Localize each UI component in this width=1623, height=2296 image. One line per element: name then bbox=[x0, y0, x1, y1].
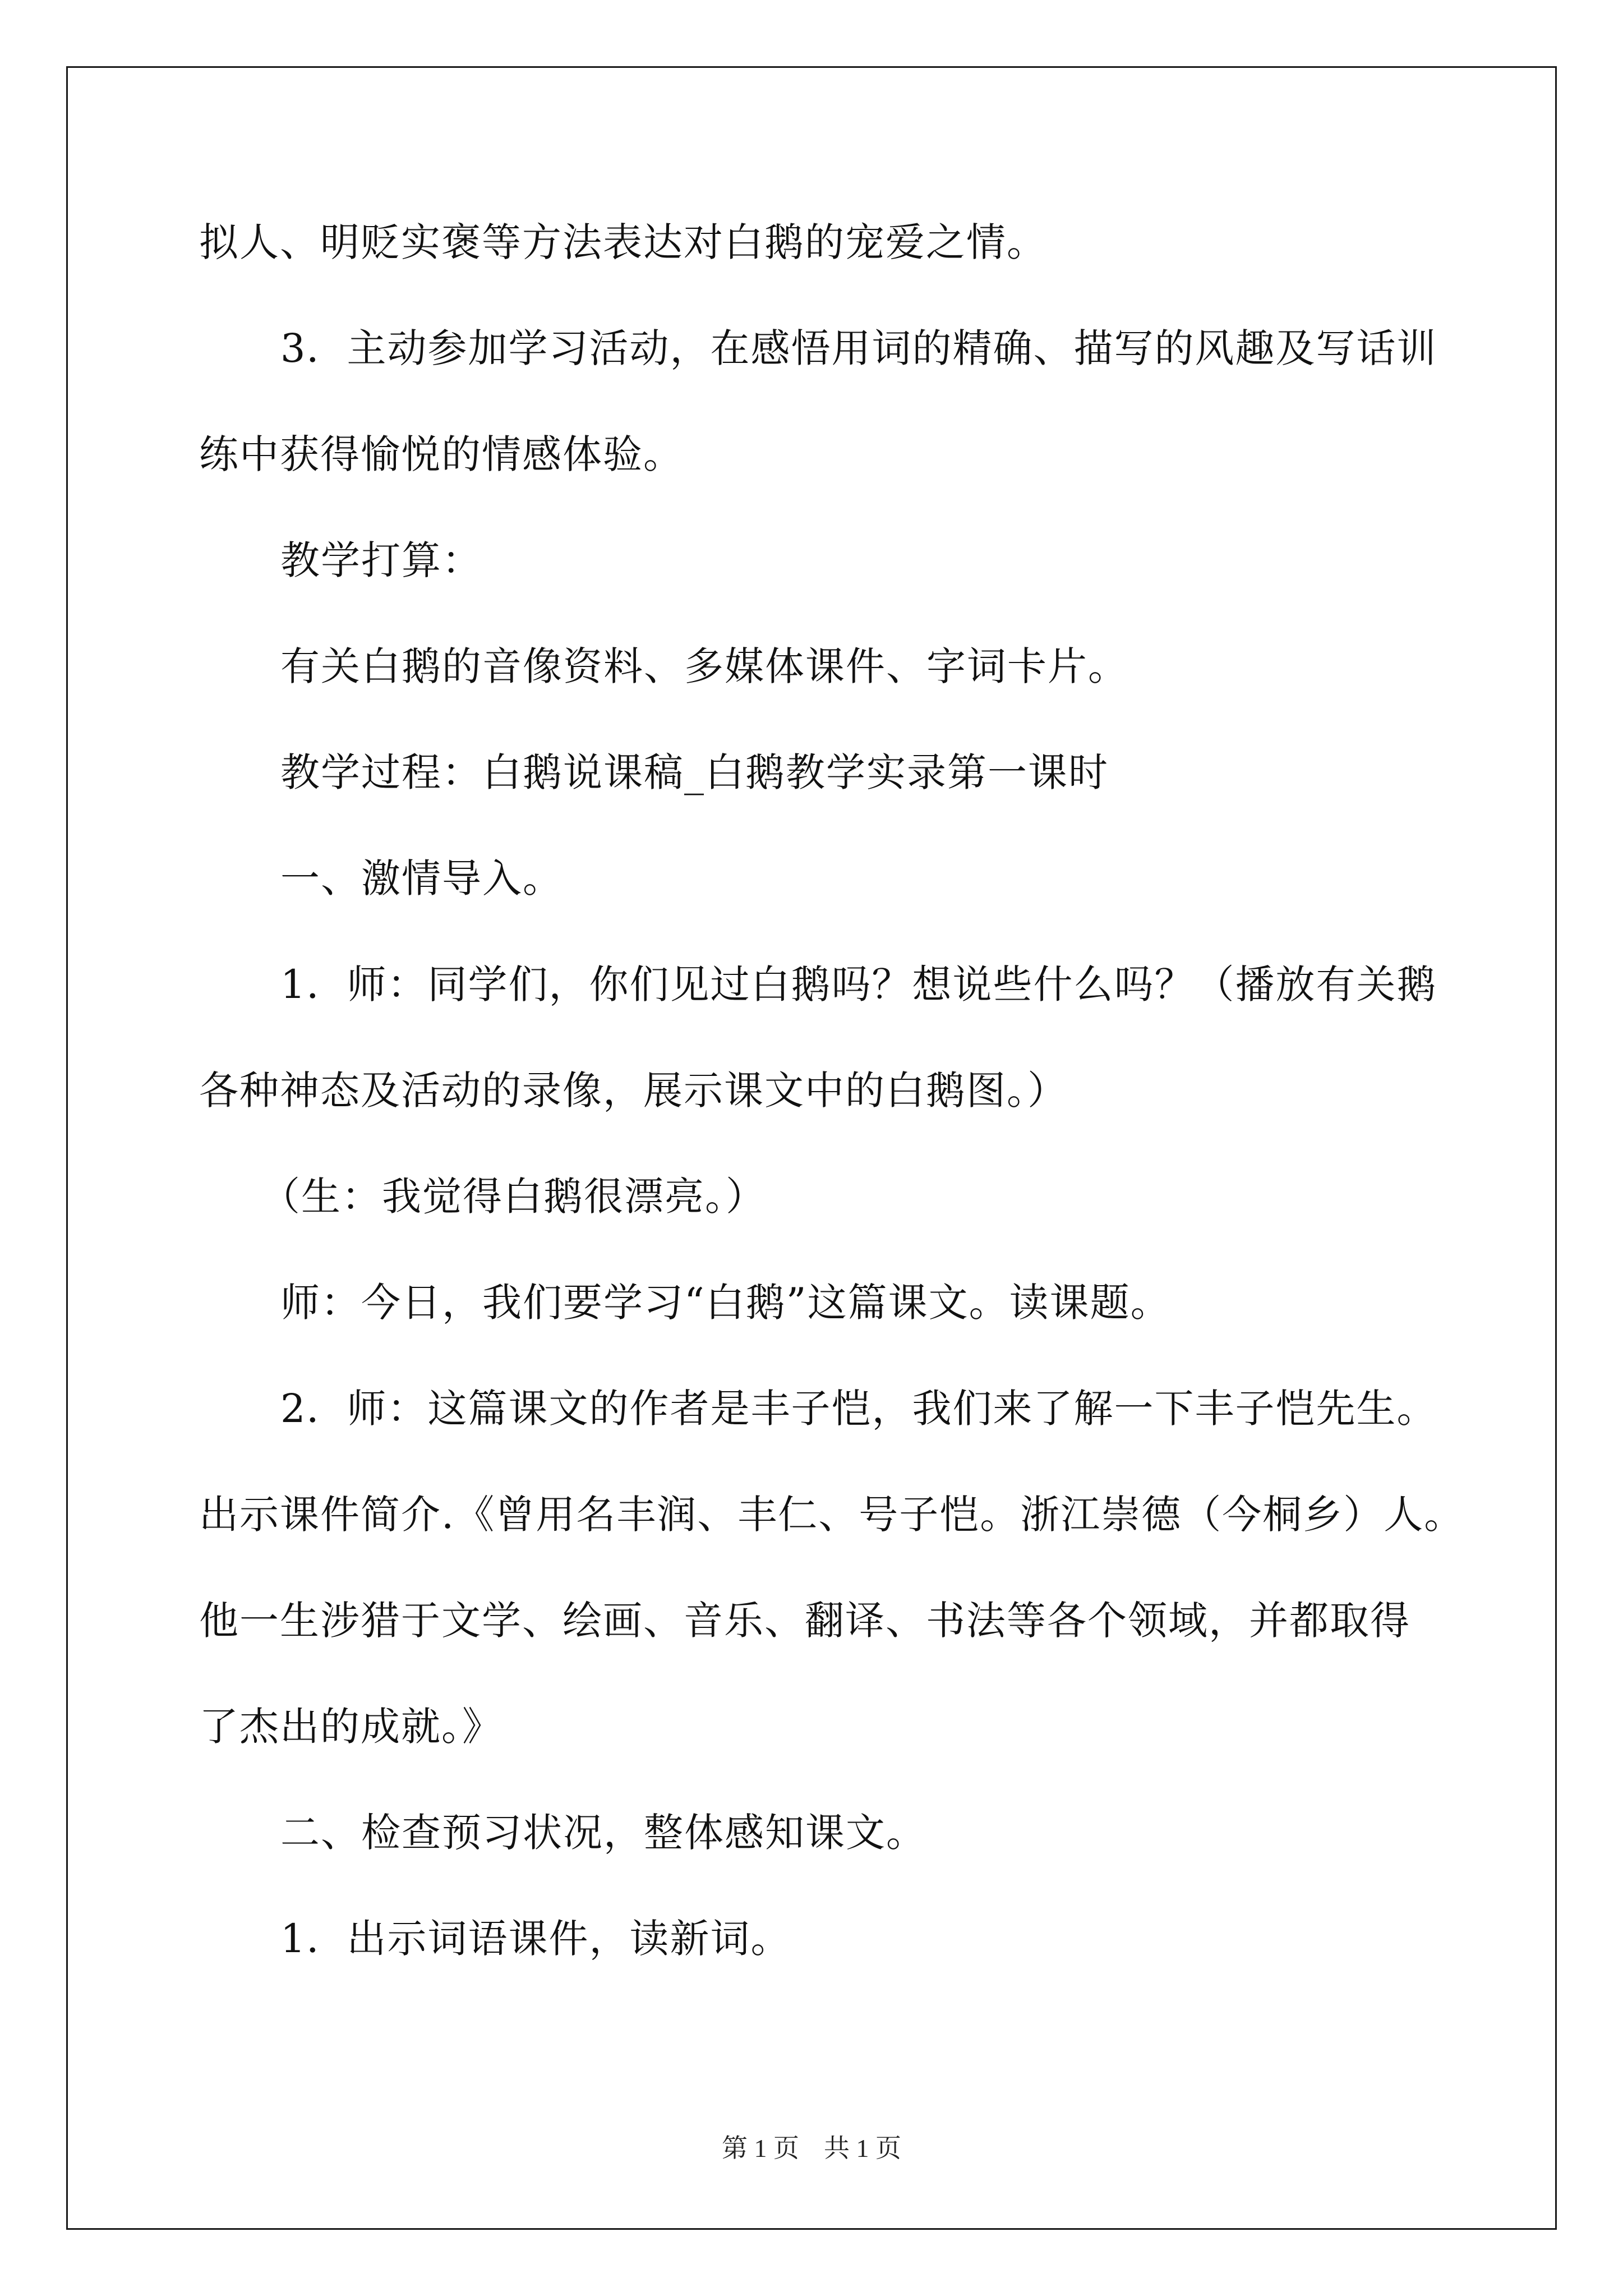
text-line: 教学打算： bbox=[280, 537, 482, 583]
text-line: 练中获得愉悦的情感体验。 bbox=[199, 431, 684, 477]
text-line: 二、检查预习状况，整体感知课文。 bbox=[280, 1810, 926, 1856]
page-number: 第 1 页 bbox=[722, 2134, 799, 2162]
page-total: 共 1 页 bbox=[824, 2134, 901, 2162]
text-line: 师：今日，我们要学习“白鹅”这篇课文。读课题。 bbox=[280, 1280, 1171, 1326]
page-footer bbox=[0, 2133, 1623, 2164]
text-line: 拟人、明贬实褒等方法表达对白鹅的宠爱之情。 bbox=[199, 219, 1047, 265]
text-line: 各种神态及活动的录像，展示课文中的白鹅图。） bbox=[199, 1068, 1068, 1114]
text-line: 了杰出的成就。》 bbox=[199, 1704, 502, 1750]
text-line: 一、激情导入。 bbox=[280, 855, 563, 901]
text-line: 出示课件简介.《曾用名丰润、丰仁、号子恺。浙江崇德（今桐乡）人。 bbox=[199, 1492, 1465, 1538]
text-line: 3．主动参加学习活动，在感悟用词的精确、描写的风趣及写话训 bbox=[280, 325, 1437, 371]
document-body bbox=[199, 216, 1465, 1965]
text-line: 教学过程：白鹅说课稿_白鹅教学实录第一课时 bbox=[280, 749, 1109, 795]
text-line: 1．出示词语课件，读新词。 bbox=[280, 1916, 791, 1962]
text-line: 2．师：这篇课文的作者是丰子恺，我们来了解一下丰子恺先生。 bbox=[280, 1386, 1437, 1432]
text-line: 有关白鹅的音像资料、多媒体课件、字词卡片。 bbox=[280, 643, 1128, 689]
text-line: （生：我觉得白鹅很漂亮。） bbox=[261, 1174, 766, 1220]
text-line: 他一生涉猎于文学、绘画、音乐、翻译、书法等各个领域，并都取得 bbox=[199, 1598, 1410, 1644]
text-line: 1．师：同学们，你们见过白鹅吗？想说些什么吗？（播放有关鹅 bbox=[280, 961, 1437, 1007]
